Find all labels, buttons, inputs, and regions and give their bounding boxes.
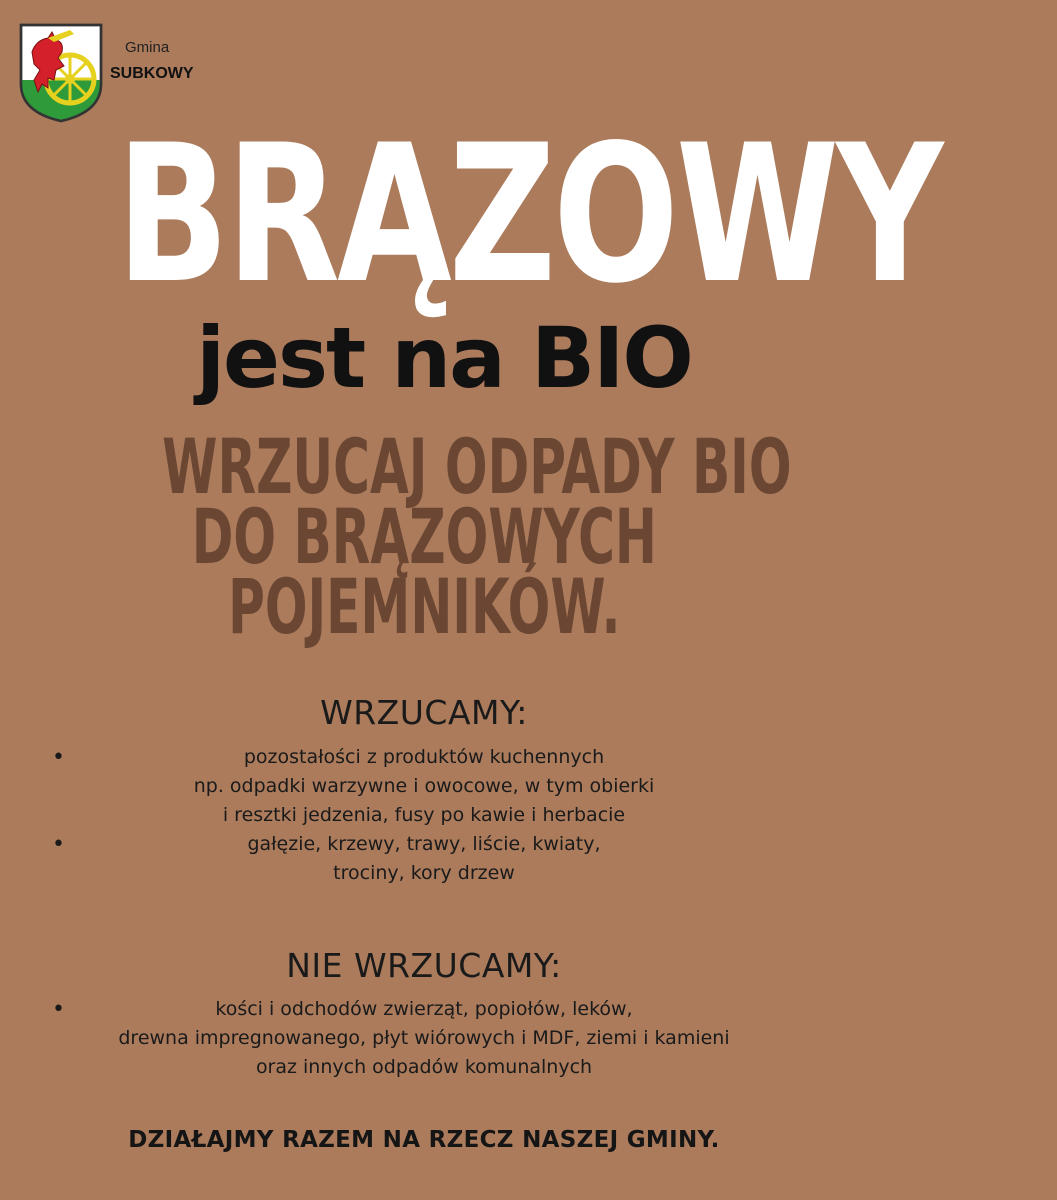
slogan-line: WRZUCAJ ODPADY BIO xyxy=(162,422,792,511)
closing-slogan: DZIAŁAJMY RAZEM NA RZECZ NASZEJ GMINY. xyxy=(128,1127,720,1153)
bullet: • xyxy=(52,832,65,857)
gmina-crest-logo xyxy=(18,22,104,124)
forbidden-title: NIE WRZUCAMY: xyxy=(286,946,562,985)
headline-text: BRĄZOWY xyxy=(116,104,941,325)
list-item: • pozostałości z produktów kuchennych np. odpadki warzywne i owocowe, w tym obierki i resztki jedzenia, fusy po kawie i herbacie xyxy=(52,745,655,826)
bullet: • xyxy=(52,997,65,1022)
allowed-title: WRZUCAMY: xyxy=(320,693,528,732)
headline xyxy=(0,104,941,325)
list-item: • kości i odchodów zwierząt, popiołów, leków, drewna impregnowanego, płyt wiórowych i MDF, ziemi i kamieni oraz innych odpadów komunalnych xyxy=(52,997,730,1078)
list-item: • gałęzie, krzewy, trawy, liście, kwiaty, trociny, kory drzew xyxy=(52,832,601,884)
allowed-list xyxy=(0,743,848,888)
slogan-line: DO BRĄZOWYCH xyxy=(191,492,657,581)
slogan xyxy=(0,422,848,651)
subheadline-text: jest na BIO xyxy=(196,309,692,407)
bullet: • xyxy=(52,745,65,770)
subheadline xyxy=(0,308,848,408)
crest-icon xyxy=(18,22,104,124)
slogan-line: POJEMNIKÓW. xyxy=(227,562,621,651)
gmina-name: SUBKOWY xyxy=(110,65,194,82)
forbidden-list xyxy=(0,995,848,1082)
gmina-label: Gmina xyxy=(125,39,170,56)
